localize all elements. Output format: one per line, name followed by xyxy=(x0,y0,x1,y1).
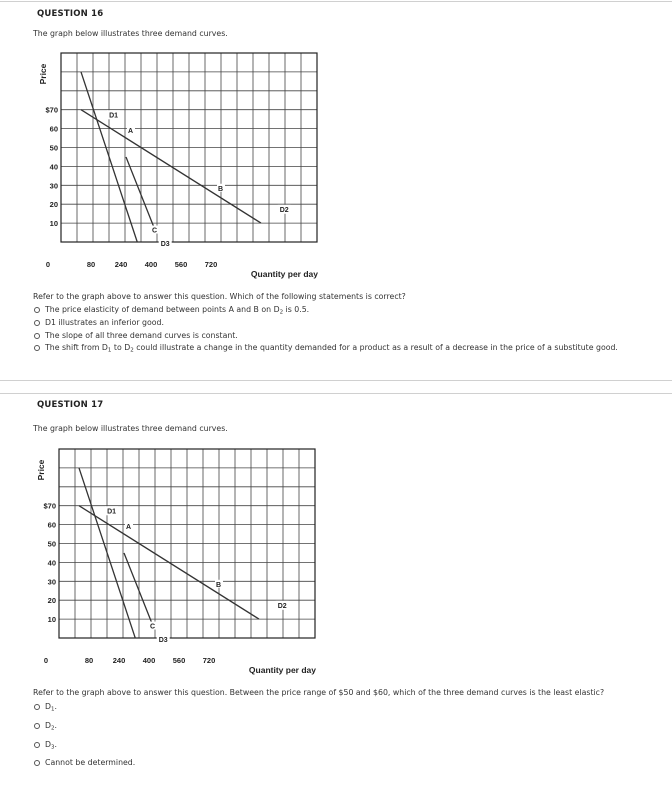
radio-button[interactable] xyxy=(34,742,40,748)
x-tick-label: 240 xyxy=(112,656,126,665)
y-axis-label: Price xyxy=(36,459,46,481)
y-tick-label: 60 xyxy=(49,124,58,134)
radio-button[interactable] xyxy=(34,760,40,766)
y-axis-label: Price xyxy=(38,63,48,85)
question-16-prompt: Refer to the graph above to answer this question. Which of the following statements is correct? xyxy=(33,292,406,301)
question-divider xyxy=(0,380,672,381)
x-tick-label: 80 xyxy=(86,260,96,269)
demand-curves-graph-16 xyxy=(34,46,334,286)
y-tick-label: 20 xyxy=(47,596,56,606)
question-16-intro: The graph below illustrates three demand curves. xyxy=(33,29,228,38)
point-label-a: A xyxy=(126,524,132,532)
y-tick-label: 40 xyxy=(47,558,56,568)
radio-button[interactable] xyxy=(34,333,40,339)
q17-option-3-label: $D_3$. xyxy=(45,740,57,751)
point-label-a: A xyxy=(128,128,134,136)
q16-option-3[interactable] xyxy=(34,331,238,340)
q17-option-2[interactable] xyxy=(34,721,57,732)
y-tick-label: 20 xyxy=(49,200,58,210)
q16-option-1-label: The price elasticity of demand between points A and B on $D_2$ is 0.5. xyxy=(45,305,310,316)
y-tick-label: 10 xyxy=(49,219,58,229)
y-tick-label: 0 xyxy=(45,260,50,269)
x-tick-label: 400 xyxy=(142,656,156,665)
q16-option-2[interactable] xyxy=(34,318,164,327)
y-tick-label: 40 xyxy=(49,162,58,172)
q16-option-4[interactable] xyxy=(34,343,618,354)
radio-button[interactable] xyxy=(34,320,40,326)
q17-option-3[interactable] xyxy=(34,740,57,751)
y-tick-label: 30 xyxy=(47,577,56,587)
point-label-b: B xyxy=(218,185,224,193)
q17-option-4-label: Cannot be determined. xyxy=(45,758,136,767)
radio-button[interactable] xyxy=(34,723,40,729)
question-17-prompt: Refer to the graph above to answer this question. Between the price range of $50 and $60, which of the three demand curves is the least elastic? xyxy=(33,688,605,697)
y-tick-label: 50 xyxy=(47,539,56,549)
curve-label-d3: D3 xyxy=(160,240,170,248)
y-tick-label: $70 xyxy=(45,105,58,115)
q16-option-3-label: The slope of all three demand curves is constant. xyxy=(45,331,238,340)
x-tick-label: 560 xyxy=(172,656,186,665)
point-label-b: B xyxy=(216,581,222,589)
question-16-title: QUESTION 16 xyxy=(37,9,104,19)
x-axis-label: Quantity per day xyxy=(248,665,316,675)
x-tick-label: 560 xyxy=(174,260,188,269)
curve-label-d2: D2 xyxy=(279,206,289,214)
y-tick-label: 0 xyxy=(43,656,48,665)
q17-option-1-label: $D_1$. xyxy=(45,702,57,713)
question-17-title: QUESTION 17 xyxy=(37,400,104,410)
y-tick-label: 30 xyxy=(49,181,58,191)
y-tick-label: 10 xyxy=(47,615,56,625)
top-divider xyxy=(0,1,672,2)
x-tick-label: 80 xyxy=(84,656,94,665)
y-tick-label: 60 xyxy=(47,520,56,530)
x-tick-label: 720 xyxy=(204,260,218,269)
q17-option-4[interactable] xyxy=(34,758,135,767)
point-label-c: C xyxy=(150,623,156,631)
question-17-intro: The graph below illustrates three demand curves. xyxy=(33,424,228,433)
radio-button[interactable] xyxy=(34,704,40,710)
curve-label-d3: D3 xyxy=(158,636,168,644)
x-tick-label: 240 xyxy=(114,260,128,269)
y-tick-label: 50 xyxy=(49,143,58,153)
q16-option-2-label: D1 illustrates an inferior good. xyxy=(45,318,164,327)
radio-button[interactable] xyxy=(34,345,40,351)
question-divider xyxy=(0,393,672,394)
curve-label-d1: D1 xyxy=(107,508,117,516)
x-tick-label: 720 xyxy=(202,656,216,665)
q16-option-1[interactable] xyxy=(34,305,309,316)
x-tick-label: 400 xyxy=(144,260,158,269)
curve-label-d1: D1 xyxy=(109,112,119,120)
q17-option-1[interactable] xyxy=(34,702,57,713)
point-label-c: C xyxy=(152,227,158,235)
radio-button[interactable] xyxy=(34,307,40,313)
demand-curves-graph-17 xyxy=(32,442,332,682)
q16-option-4-label: The shift from $D_1$ to $D_2$ could illustrate a change in the quantity demanded for a product as a result of a decrease in the price of a substitute good. xyxy=(45,343,618,354)
curve-label-d2: D2 xyxy=(277,602,287,610)
q17-option-2-label: $D_2$. xyxy=(45,721,57,732)
x-axis-label: Quantity per day xyxy=(250,269,318,279)
y-tick-label: $70 xyxy=(43,501,56,511)
